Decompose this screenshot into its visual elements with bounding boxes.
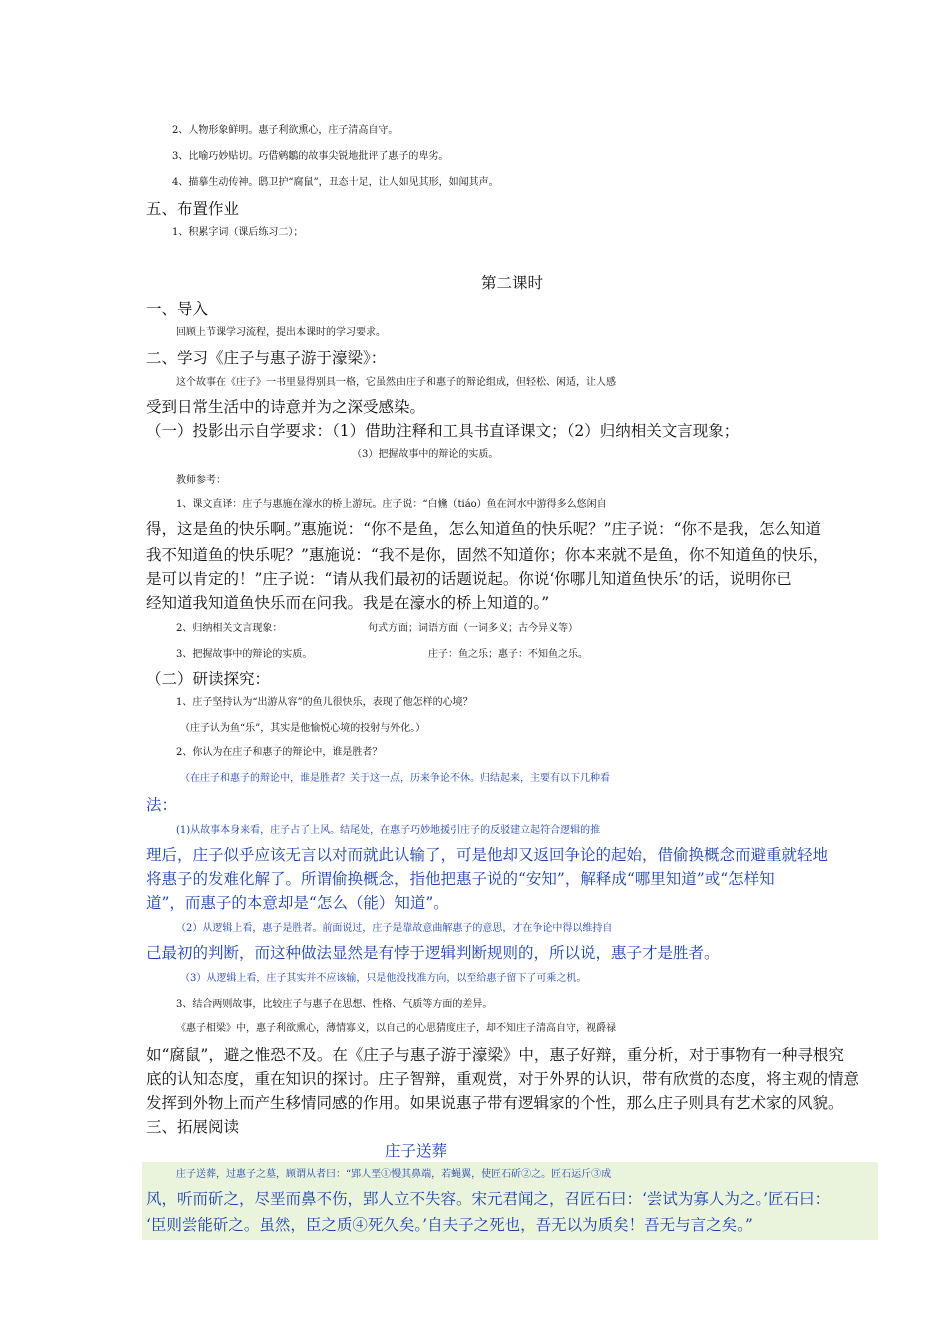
- text-line: 风，听而斫之，尽垩而鼻不伤，郢人立不失容。宋元君闻之，召匠石曰：‘尝试为寡人为之。’匠石曰：: [146, 1190, 831, 1208]
- section-heading: 三、拓展阅读: [146, 1118, 240, 1136]
- text-line: 庄子：鱼之乐；惠子：不知鱼之乐。: [428, 649, 588, 660]
- text-line: 教师参考：: [176, 475, 226, 486]
- text-line: 经知道我知道鱼快乐而在问我。我是在濠水的桥上知道的。”: [146, 594, 550, 612]
- text-line: （庄子认为鱼“乐”，其实是他愉悦心境的投射与外化。）: [180, 723, 426, 734]
- text-line: 这个故事在《庄子》一书里显得别具一格，它虽然由庄子和惠子的辩论组成，但轻松、闲适，让人感: [176, 377, 616, 388]
- text-line: 我不知道鱼的快乐呢？”惠施说：“我不是你，固然不知道你；你本来就不是鱼，你不知道鱼的快乐，: [146, 546, 829, 564]
- text-line: （2）从逻辑上看，惠子是胜者。前面说过，庄子是靠故意曲解惠子的意思，才在争论中得以维持自: [176, 923, 613, 934]
- text-line: 2、人物形象鲜明。惠子利欲熏心，庄子清高自守。: [172, 125, 399, 136]
- section-heading: 一、导入: [146, 300, 209, 318]
- text-line: （在庄子和惠子的辩论中，谁是胜者？关于这一点，历来争论不休。归结起来，主要有以下几种看: [180, 773, 610, 784]
- reading-title: 庄子送葬: [384, 1142, 447, 1160]
- text-line: 1、课文直译：庄子与惠施在濠水的桥上游玩。庄子说：“白儵（tiáo）鱼在河水中游得多么悠闲自: [176, 499, 607, 510]
- text-line: 将惠子的发难化解了。所谓偷换概念，指他把惠子说的“安知”，解释成“哪里知道”或“怎样知: [146, 870, 775, 888]
- text-line: 是可以肯定的！”庄子说：“请从我们最初的话题说起。你说‘你哪儿知道鱼快乐’的话，说明你已: [146, 570, 792, 588]
- text-line: （一）投影出示自学要求：（1）借助注释和工具书直译课文；（2）归纳相关文言现象；: [146, 422, 740, 440]
- text-line: 底的认知态度，重在知识的探讨。庄子智辩，重观赏，对于外界的认识，带有欣赏的态度，将主观的情意: [146, 1070, 860, 1088]
- text-line: 《惠子相梁》中，惠子利欲熏心，薄情寡义，以自己的心思猜度庄子，却不知庄子清高自守，视爵禄: [176, 1023, 616, 1034]
- text-line: 回顾上节课学习流程，提出本课时的学习要求。: [176, 327, 386, 338]
- text-line: 受到日常生活中的诗意并为之深受感染。: [146, 398, 426, 416]
- text-line: 如“腐鼠”，避之惟恐不及。在《庄子与惠子游于濠梁》中，惠子好辩，重分析，对于事物有一种寻根究: [146, 1046, 844, 1064]
- text-line: 2、你认为在庄子和惠子的辩论中，谁是胜者？: [176, 747, 383, 758]
- text-line: 3、比喻巧妙贴切。巧借鹓鶵的故事尖锐地批评了惠子的卑劣。: [172, 151, 449, 162]
- text-line: 2、归纳相关文言现象：: [176, 623, 283, 634]
- text-line: 得，这是鱼的快乐啊。”惠施说：“你不是鱼，怎么知道鱼的快乐呢？”庄子说：“你不是我，怎么知道: [146, 520, 821, 538]
- text-line: 己最初的判断，而这种做法显然是有悖于逻辑判断规则的，所以说，惠子才是胜者。: [146, 944, 720, 962]
- lesson-title: 第二课时: [480, 274, 543, 292]
- text-line: 庄子送葬，过惠子之墓，顾谓从者曰：“郢人垩①慢其鼻端，若蝇翼，使匠石斫②之。匠石运斤③成: [176, 1169, 612, 1180]
- text-line: 发挥到外物上而产生移情同感的作用。如果说惠子带有逻辑家的个性，那么庄子则具有艺术家的风貌。: [146, 1094, 844, 1112]
- text-line: 法：: [146, 796, 178, 814]
- text-line: 3、把握故事中的辩论的实质。: [176, 649, 313, 660]
- text-line: 1、庄子坚持认为“出游从容”的鱼儿很快乐，表现了他怎样的心境？: [176, 697, 473, 708]
- text-line: （3）从逻辑上看，庄子其实并不应该输，只是他没找准方向，以至给惠子留下了可乘之机。: [180, 973, 587, 984]
- section-heading: 五、布置作业: [146, 200, 240, 218]
- text-line: 理后，庄子似乎应该无言以对而就此认输了，可是他却又返回争论的起始，借偷换概念而避重就轻地: [146, 846, 829, 864]
- text-line: （二）研读探究：: [146, 670, 271, 688]
- text-line: (1)从故事本身来看，庄子占了上风。结尾处，在惠子巧妙地援引庄子的反驳建立起符合逻辑的推: [176, 825, 601, 836]
- section-heading: 二、学习《庄子与惠子游于濠梁》：: [146, 349, 387, 367]
- text-line: 4、描摹生动传神。鸱卫护“腐鼠”，丑态十足，让人如见其形，如闻其声。: [172, 177, 499, 188]
- text-line: 句式方面；词语方面（一词多义；古今异义等）: [368, 623, 578, 634]
- text-line: 道”，而惠子的本意却是“怎么（能）知道”。: [146, 894, 449, 912]
- text-line: 3、结合两则故事，比较庄子与惠子在思想、性格、气质等方面的差异。: [176, 999, 493, 1010]
- text-line: 1、积累字词（课后练习二）；: [172, 227, 304, 238]
- text-line: ‘臣则尝能斫之。虽然，臣之质④死久矣。’自夫子之死也，吾无以为质矣！吾无与言之矣。”: [146, 1216, 753, 1234]
- text-line: （3）把握故事中的辩论的实质。: [352, 449, 499, 460]
